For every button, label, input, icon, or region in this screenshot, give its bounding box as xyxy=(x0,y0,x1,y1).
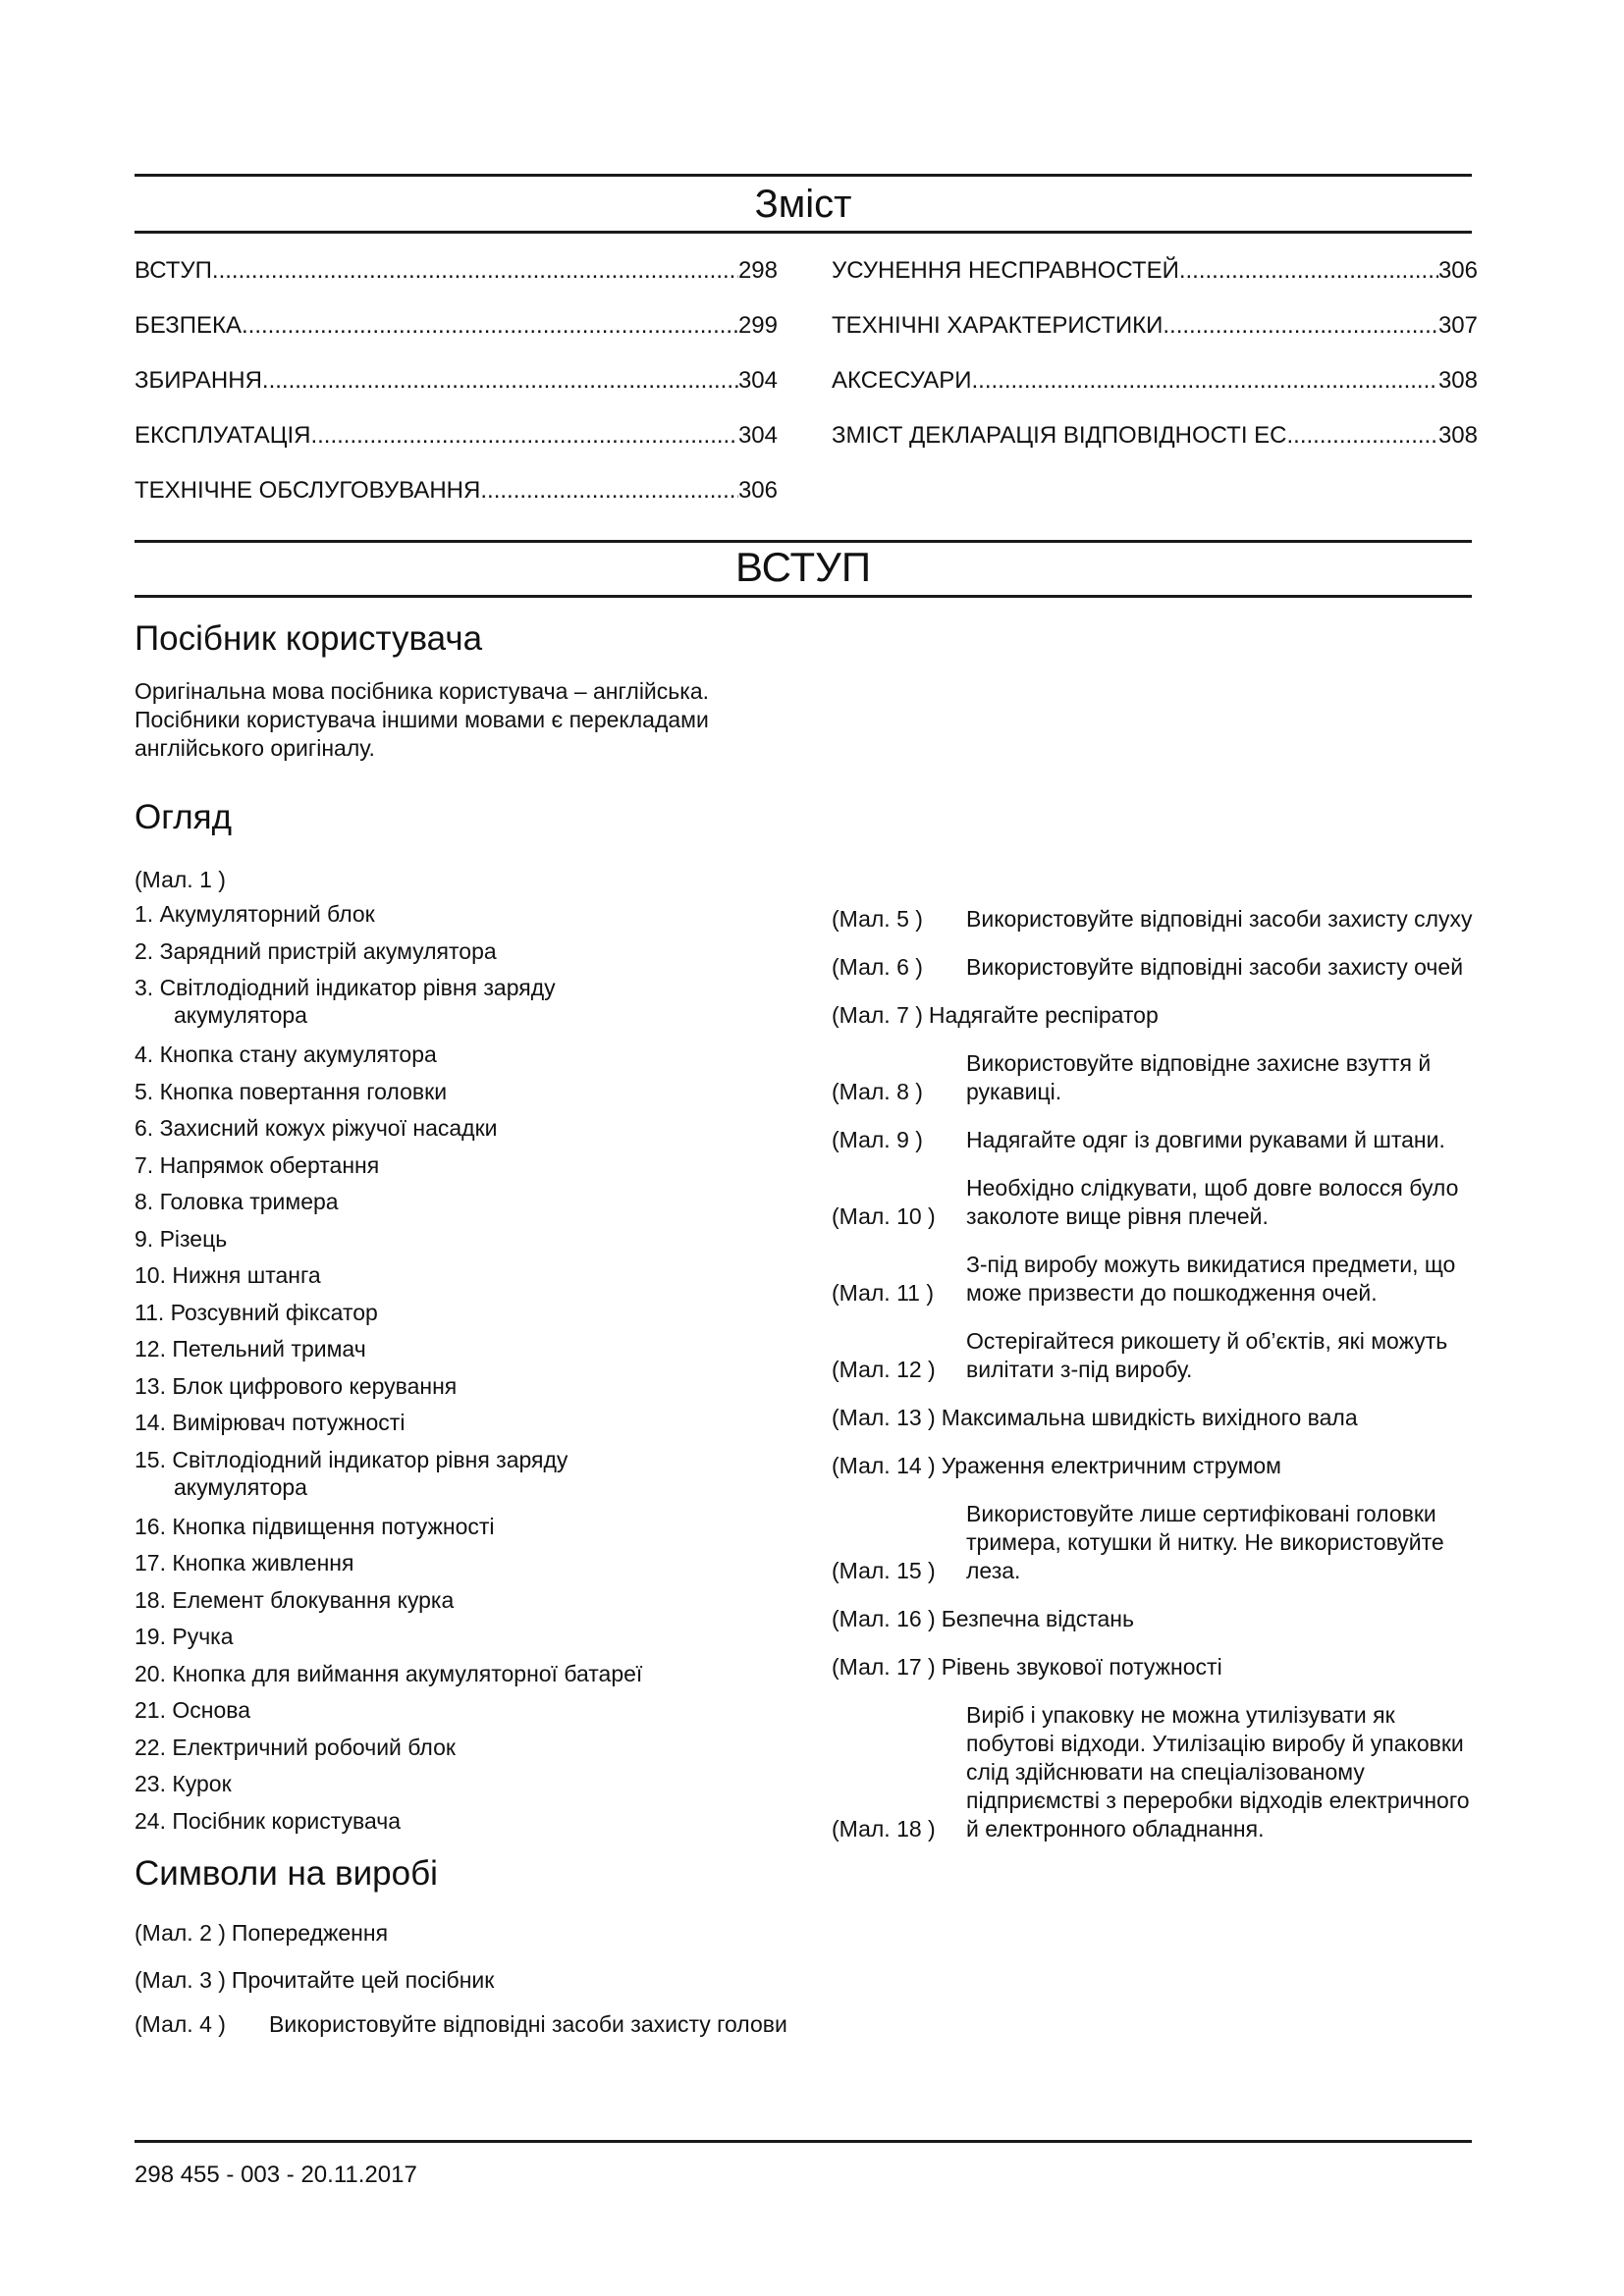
list-item: 4. Кнопка стану акумулятора xyxy=(135,1041,437,1067)
symbol-row: (Мал. 3 ) Прочитайте цей посібник xyxy=(135,1967,495,1993)
toc-entry[interactable]: ТЕХНІЧНІ ХАРАКТЕРИСТИКИ ..... 307 xyxy=(832,298,1478,353)
list-item: 23. Курок xyxy=(135,1771,232,1796)
toc-title: Зміст xyxy=(754,183,852,226)
symbol-row: (Мал. 14 ) Ураження електричним струмом xyxy=(832,1453,1281,1478)
manual-text: Оригінальна мова посібника користувача – англійська. Посібники користувача іншими мовами є перекладами англійського оригіналу. xyxy=(135,678,710,761)
list-item: 11. Розсувний фіксатор xyxy=(135,1299,378,1325)
manual-heading: Посібник користувача xyxy=(135,619,483,658)
list-item: 7. Напрямок обертання xyxy=(135,1151,380,1178)
symbols-left xyxy=(135,1919,787,2049)
list-item: 12. Петельний тримач xyxy=(135,1336,366,1362)
list-item: 9. Різець xyxy=(135,1225,228,1252)
toc-entry[interactable]: АКСЕСУАРИ ..... 308 xyxy=(832,353,1478,408)
toc-entry[interactable]: БЕЗПЕКА ..... 299 xyxy=(135,298,778,353)
symbol-row: (Мал. 11 ) З-під виробу можуть викидатися предмети, що може призвести до пошкодження очей. xyxy=(832,1252,1456,1306)
symbol-row: (Мал. 5 ) Використовуйте відповідні засоби захисту слуху xyxy=(832,906,1473,932)
list-item: 3. Світлодіодний індикатор рівня заряду акумулятора xyxy=(135,975,556,1028)
list-item: 16. Кнопка підвищення потужності xyxy=(135,1513,495,1539)
symbol-row: (Мал. 10 ) Необхідно слідкувати, щоб довге волосся було заколоте вище рівня плечей. xyxy=(832,1175,1459,1229)
list-item: 14. Вимірювач потужності xyxy=(135,1410,406,1435)
symbol-row: (Мал. 15 ) Використовуйте лише сертифіковані головки тримера, котушки й нитку. Не використовуйте леза. xyxy=(832,1501,1444,1583)
section-title-rule xyxy=(135,595,1472,598)
symbol-row: (Мал. 9 ) Надягайте одяг із довгими рукавами й штани. xyxy=(832,1127,1445,1152)
symbols-heading: Символи на виробі xyxy=(135,1854,438,1893)
toc-entry[interactable]: ЗБИРАННЯ ..... 304 xyxy=(135,353,778,408)
list-item: 22. Електричний робочий блок xyxy=(135,1734,456,1760)
toc-entry[interactable]: ЗМІСТ ДЕКЛАРАЦІЯ ВІДПОВІДНОСТІ ЕС ..... 308 xyxy=(832,408,1478,463)
list-item: 1. Акумуляторний блок xyxy=(135,901,375,927)
symbol-row: (Мал. 7 ) Надягайте респіратор xyxy=(832,1002,1159,1028)
symbol-row: (Мал. 8 ) Використовуйте відповідне захисне взуття й рукавиці. xyxy=(832,1050,1432,1104)
list-item: 15. Світлодіодний індикатор рівня заряду акумулятора xyxy=(135,1446,568,1500)
list-item: 18. Елемент блокування курка xyxy=(135,1586,455,1613)
list-item: 5. Кнопка повертання головки xyxy=(135,1078,448,1104)
section-title: ВСТУП xyxy=(734,544,872,590)
list-item: 13. Блок цифрового керування xyxy=(135,1372,458,1399)
symbol-row: (Мал. 18 ) Виріб і упаковку не можна утилізувати як побутові відходи. Утилізацію виробу й упаковки слід здійснювати на спеціалізованому підприємстві з переробки відходів електричного й електронного обладнання. xyxy=(832,1702,1470,1842)
symbol-row: (Мал. 6 ) Використовуйте відповідні засоби захисту очей xyxy=(832,954,1464,980)
symbol-row: (Мал. 17 ) Рівень звукової потужності xyxy=(832,1654,1222,1680)
toc-right-column xyxy=(832,243,1478,463)
toc-entry[interactable]: ВСТУП ..... 298 xyxy=(135,243,778,298)
list-item: 2. Зарядний пристрій акумулятора xyxy=(135,937,497,964)
toc-entry[interactable]: ТЕХНІЧНЕ ОБСЛУГОВУВАННЯ ..... 306 xyxy=(135,463,778,518)
symbol-row: (Мал. 16 ) Безпечна відстань xyxy=(832,1606,1134,1631)
document-reference: 298 455 - 003 - 20.11.2017 xyxy=(135,2162,417,2188)
list-item: 20. Кнопка для виймання акумуляторної батареї xyxy=(135,1660,643,1686)
list-item: 17. Кнопка живлення xyxy=(135,1550,354,1575)
toc-entry[interactable]: УСУНЕННЯ НЕСПРАВНОСТЕЙ ..... 306 xyxy=(832,243,1478,298)
list-item: 24. Посібник користувача xyxy=(135,1807,402,1834)
list-item: 10. Нижня штанга xyxy=(135,1262,321,1288)
symbol-row: (Мал. 2 ) Попередження xyxy=(135,1920,389,1946)
symbols-right xyxy=(832,905,1478,1853)
toc-title-rule xyxy=(135,231,1472,234)
symbol-row: (Мал. 13 ) Максимальна швидкість вихідного вала xyxy=(832,1405,1358,1430)
list-item: 21. Основа xyxy=(135,1697,250,1723)
component-list xyxy=(135,900,802,1843)
overview-heading: Огляд xyxy=(135,798,233,836)
list-item: 19. Ручка xyxy=(135,1624,234,1649)
symbol-row: (Мал. 4 ) Використовуйте відповідні засоби захисту голови xyxy=(135,2011,787,2037)
symbol-row: (Мал. 12 ) Остерігайтеся рикошету й об’єктів, які можуть вилітати з-під виробу. xyxy=(832,1328,1448,1382)
list-item: 8. Головка тримера xyxy=(135,1189,339,1214)
top-rule xyxy=(135,174,1472,177)
toc-left-column xyxy=(135,243,778,518)
overview-figure-ref: (Мал. 1 ) xyxy=(135,867,226,892)
toc-entry[interactable]: ЕКСПЛУАТАЦІЯ ..... 304 xyxy=(135,408,778,463)
footer-rule xyxy=(135,2140,1472,2143)
list-item: 6. Захисний кожух ріжучої насадки xyxy=(135,1115,498,1141)
